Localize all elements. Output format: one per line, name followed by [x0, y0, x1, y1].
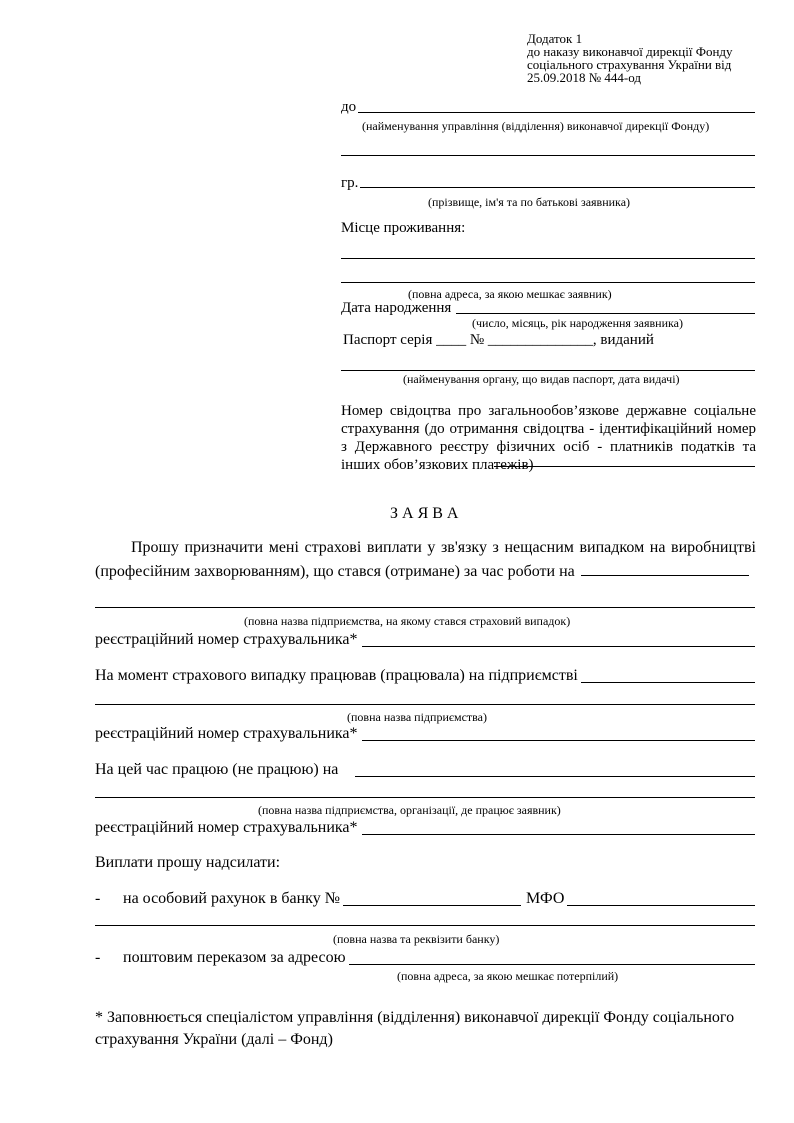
- appendix-line-4: 25.09.2018 № 444-од: [527, 70, 641, 85]
- to-field-line[interactable]: [358, 112, 755, 113]
- residence-field-line-2[interactable]: [341, 282, 755, 283]
- reg-number-field-line-3[interactable]: [362, 834, 755, 835]
- mfo-field-line[interactable]: [567, 905, 755, 906]
- intro-paragraph: [95, 536, 756, 584]
- bank-details-field-line[interactable]: [95, 925, 755, 926]
- certificate-block: [341, 402, 756, 474]
- moment-enterprise-note: (повна назва підприємства): [347, 710, 488, 724]
- current-job-note: (повна назва підприємства, організації, де працює заявник): [258, 803, 561, 817]
- document-title: З А Я В А: [390, 505, 459, 522]
- citizen-label: гр.: [341, 175, 359, 191]
- postal-transfer-label: поштовим переказом за адресою: [123, 949, 346, 966]
- reg-number-label-1: реєстраційний номер страхувальника*: [95, 631, 358, 648]
- citizen-field-note: (прізвище, ім'я та по батькові заявника): [428, 195, 631, 209]
- bank-details-note: (повна назва та реквізити банку): [333, 932, 500, 946]
- moment-enterprise-field-line[interactable]: [95, 704, 755, 705]
- appendix-line-3: соціального страхування України від: [527, 57, 732, 72]
- residence-label: Місце проживання:: [341, 220, 466, 236]
- passport-line: Паспорт серія ____ № ______________, виданий: [343, 332, 654, 348]
- reg-number-field-line-1[interactable]: [362, 646, 755, 647]
- to-field-line-2[interactable]: [341, 155, 755, 156]
- reg-number-field-line-2[interactable]: [362, 740, 755, 741]
- to-field-note: (найменування управління (відділення) виконавчої дирекції Фонду): [362, 119, 710, 133]
- mfo-label: МФО: [526, 890, 565, 907]
- appendix-line-2: до наказу виконавчої дирекції Фонду: [527, 44, 733, 59]
- bank-account-label: на особовий рахунок в банку №: [123, 890, 340, 907]
- postal-address-field-line[interactable]: [349, 964, 755, 965]
- reg-number-label-3: реєстраційний номер страхувальника*: [95, 819, 358, 836]
- footnote: [95, 1007, 756, 1051]
- appendix-line-1: Додаток 1: [527, 31, 583, 46]
- post-dash: -: [95, 949, 101, 966]
- passport-issuer-field-line[interactable]: [341, 370, 755, 371]
- moment-label: На момент страхового випадку працював (працювала) на підприємстві: [95, 667, 578, 684]
- citizen-field-line[interactable]: [360, 187, 755, 188]
- bank-account-field-line[interactable]: [343, 905, 521, 906]
- enterprise-field-line[interactable]: [95, 607, 755, 608]
- certificate-text: Номер свідоцтва про загальнообов’язкове державне соціальне страхування (до отримання свідоцтва - ідентифікаційний номер з Державного реєстру фізичних осіб - платників податків та інших обов’язкових платежів): [341, 403, 756, 473]
- footnote-text: * Заповнюється спеціалістом управління (відділення) виконавчої дирекції Фонду соціального страхування України (далі – Фонд): [95, 1009, 735, 1048]
- moment-field-line[interactable]: [581, 682, 755, 683]
- to-label: до: [341, 99, 357, 115]
- intro-text: Прошу призначити мені страхові виплати у зв'язку з нещасним випадком на виробництві (професійним захворюванням), що стався (отримане) за час роботи на: [95, 539, 756, 580]
- residence-field-line-1[interactable]: [341, 258, 755, 259]
- reg-number-label-2: реєстраційний номер страхувальника*: [95, 725, 358, 742]
- current-job-label: На цей час працюю (не працюю) на: [95, 761, 339, 778]
- bank-dash: -: [95, 890, 101, 907]
- postal-address-note: (повна адреса, за якою мешкає потерпілий): [397, 969, 619, 983]
- current-job-field-line[interactable]: [355, 776, 755, 777]
- work-place-field-line[interactable]: [581, 575, 749, 576]
- residence-field-note: (повна адреса, за якою мешкає заявник): [408, 287, 612, 301]
- birth-date-note: (число, місяць, рік народження заявника): [472, 316, 683, 330]
- payments-label: Виплати прошу надсилати:: [95, 854, 281, 871]
- birth-date-field-line[interactable]: [456, 313, 755, 314]
- passport-issuer-note: (найменування органу, що видав паспорт, дата видачі): [403, 372, 680, 386]
- enterprise-note: (повна назва підприємства, на якому стався страховий випадок): [244, 614, 571, 628]
- certificate-field-line[interactable]: [494, 466, 755, 467]
- current-job-enterprise-field-line[interactable]: [95, 797, 755, 798]
- birth-date-label: Дата народження: [341, 300, 452, 316]
